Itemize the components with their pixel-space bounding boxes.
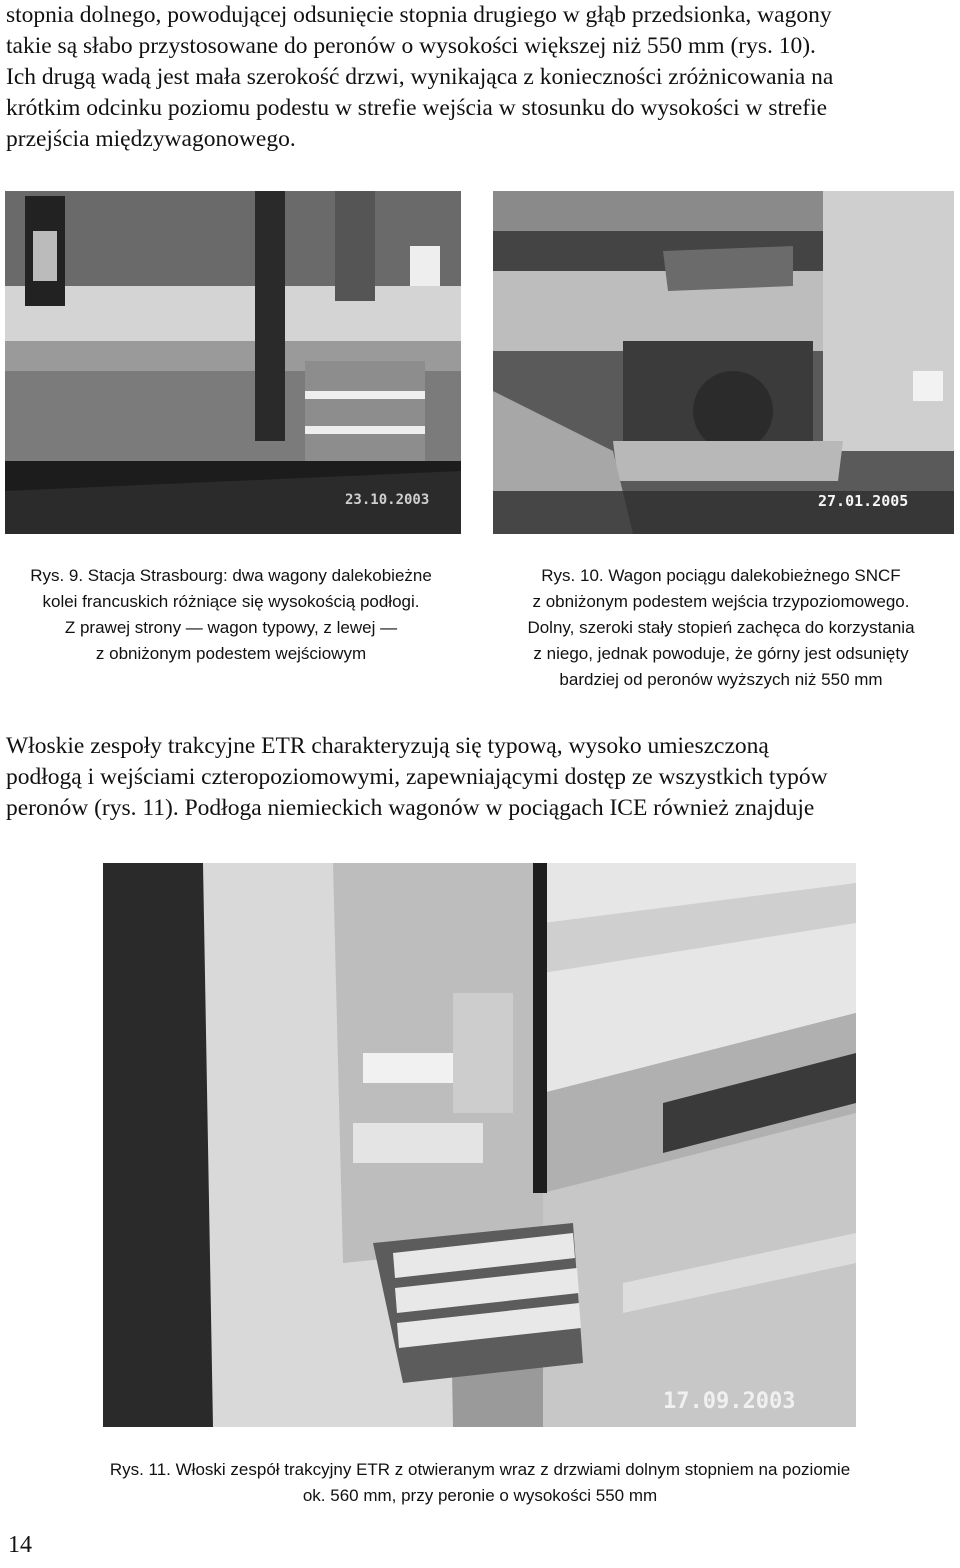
date-stamp: 23.10.2003 — [345, 492, 430, 508]
caption-line: Rys. 11. Włoski zespół trakcyjny ETR z otwieranym wraz z drzwiami dolnym stopniem na poziomie — [109, 1460, 851, 1479]
caption-line: Z prawej strony — wagon typowy, z lewej — — [64, 618, 398, 637]
caption-line: ok. 560 mm, przy peronie o wysokości 550 mm — [302, 1486, 658, 1505]
text-line: takie są słabo przystosowane do peronów o wysokości większej niż 550 mm (rys. 10). — [6, 33, 816, 59]
caption-line: kolei francuskich różniące się wysokością podłogi. — [42, 592, 420, 611]
caption-rys9 — [0, 563, 462, 667]
caption-line: Dolny, szeroki stały stopień zachęca do korzystania — [527, 618, 915, 637]
page-number: 14 — [8, 1532, 32, 1558]
date-stamp: 17.09.2003 — [663, 1389, 796, 1414]
paragraph-middle — [6, 731, 954, 824]
photo-rys9 — [5, 191, 461, 534]
date-stamp: 27.01.2005 — [818, 492, 909, 510]
caption-line: z obniżonym podestem wejściowym — [95, 644, 367, 663]
caption-rys10 — [482, 563, 960, 693]
photo-rys11 — [103, 863, 856, 1427]
text-line: przejścia międzywagonowego. — [6, 126, 296, 152]
text-line: peronów (rys. 11). Podłoga niemieckich wagonów w pociągach ICE również znajduje — [6, 795, 815, 821]
text-line: krótkim odcinku poziomu podestu w strefie wejścia w stosunku do wysokości w strefie — [6, 95, 828, 121]
caption-line: z obniżonym podestem wejścia trzypoziomowego. — [532, 592, 910, 611]
caption-line: bardziej od peronów wyższych niż 550 mm — [559, 670, 883, 689]
text-line: Ich drugą wadą jest mała szerokość drzwi, wynikająca z konieczności zróżnicowania na — [6, 64, 834, 90]
text-line: podłogą i wejściami czteropoziomowymi, zapewniającymi dostęp ze wszystkich typów — [6, 764, 828, 790]
caption-line: Rys. 10. Wagon pociągu dalekobieżnego SNCF — [541, 566, 901, 585]
text-line: Włoskie zespoły trakcyjne ETR charakteryzują się typową, wysoko umieszczoną — [6, 733, 769, 759]
caption-rys11 — [20, 1457, 940, 1509]
photo-rys10 — [493, 191, 954, 534]
paragraph-top — [6, 0, 954, 155]
caption-line: Rys. 9. Stacja Strasbourg: dwa wagony dalekobieżne — [30, 566, 432, 585]
text-line: stopnia dolnego, powodującej odsunięcie stopnia drugiego w głąb przedsionka, wagony — [6, 2, 832, 28]
caption-line: z niego, jednak powoduje, że górny jest odsunięty — [533, 644, 909, 663]
